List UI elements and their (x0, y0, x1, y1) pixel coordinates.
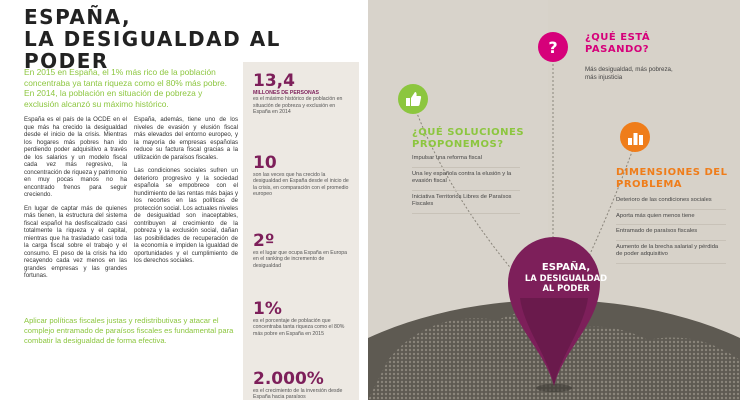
list-item: Entramado de paraísos fiscales (616, 225, 726, 241)
stat-text: son las veces que ha crecido la desigualdad en España desde el inicio de la crisis, en comparación con el promedio europeo (253, 172, 349, 198)
list-item: Impulsar una reforma fiscal (412, 152, 520, 168)
body-column-1 (24, 116, 127, 286)
body-paragraph: España, además, tiene uno de los niveles de evasión y elusión fiscal más elevados del entorno europeo, y la mayoría de empresas españolas reduce su factura fiscal gracias a la utilización de paraísos fiscales. (134, 116, 238, 161)
list-item: Iniciativa Territorios Libres de Paraísos Fiscales (412, 191, 520, 214)
stats-panel (243, 62, 359, 400)
stat-number: 1% (253, 299, 282, 319)
stat-number: 2.000% (253, 369, 324, 389)
title-line2: LA DESIGUALDAD AL PODER (24, 27, 281, 73)
question-title: ¿QUÉ ESTÁ PASANDO? (585, 32, 651, 55)
stat-item (253, 232, 353, 269)
bar-chart-icon (620, 122, 650, 152)
question-icon (538, 32, 568, 62)
stat-text: es el crecimiento de la inversión desde España hacia paraísos (253, 388, 343, 400)
svg-text:?: ? (548, 38, 558, 57)
list-item: Aporta más quien menos tiene (616, 210, 726, 226)
title-line1: ESPAÑA, (24, 5, 132, 29)
stat-label: MILLONES DE PERSONAS (253, 90, 320, 96)
intro-text: En 2015 en España, el 1% más rico de la población concentraba ya tanta riqueza como el 80% más pobre. En 2014, la población en situación de pobreza y exclusión alcanzó su máximo histórico. (24, 67, 227, 109)
list-item: Deterioro de las condiciones sociales (616, 194, 726, 210)
solutions-list (412, 152, 520, 214)
conclusion-text: Aplicar políticas fiscales justas y redistributivas y atacar el complejo entramado de paraísos fiscales es fundamental para combatir la desigualdad de forma efectiva. (24, 316, 234, 345)
map-pin-icon (504, 228, 604, 393)
body-column-2 (134, 116, 238, 271)
pin-label: ESPAÑA, LA DESIGUALDAD AL PODER (524, 262, 608, 293)
right-page-infographic (368, 0, 740, 400)
dimensions-title: DIMENSIONES DEL PROBLEMA (616, 167, 728, 190)
stat-text: es el porcentaje de población que concentraba tanta riqueza como el 80% más pobre en España en 2015 (253, 318, 345, 337)
thumbs-up-icon (398, 84, 428, 114)
stat-item (253, 72, 353, 116)
stat-number: 2º (253, 231, 275, 251)
stat-text: es el máximo histórico de población en situación de pobreza y exclusión en España en 2014 (253, 96, 343, 116)
solutions-title: ¿QUÉ SOLUCIONES PROPONEMOS? (412, 127, 525, 150)
stat-item (253, 154, 353, 198)
stat-number: 13,4 (253, 71, 295, 91)
stat-item (253, 370, 353, 400)
left-page (0, 0, 368, 400)
body-paragraph: En lugar de captar más de quienes más tienen, la estructura del sistema fiscal español ha desfiscalizado casi totalmente la riqueza y el capital, mientras que ha trasladado casi toda la carga fiscal sobre el trabajo y el consumo. El peso de la crisis ha ido recayendo cada vez menos en las grandes empresas y las grandes fortunas. (24, 204, 127, 279)
stat-text: es el lugar que ocupa España en Europa en el ranking de incremento de desigualdad (253, 250, 348, 269)
body-paragraph: Las condiciones sociales sufren un deterioro progresivo y la sociedad española se empobrece con el hundimiento de las rentas más bajas y los recortes en las políticas de protección social. Los actuales niveles de desigualdad son inaceptables, contribuyen al crecimiento de la pobreza y la exclusión social, dañan las posibilidades de recuperación de la economía e impiden la igualdad de oportunidades y el cumplimiento de los derechos sociales. (134, 167, 238, 264)
list-item: Aumento de la brecha salarial y pérdida de poder adquisitivo (616, 241, 726, 264)
list-item: Una ley española contra la elusión y la evasión fiscal (412, 168, 520, 191)
question-subtitle: Más desigualdad, más pobreza, más injusticia (585, 66, 673, 81)
dimensions-list (616, 194, 726, 264)
body-paragraph: España es el país de la OCDE en el que más ha crecido la desigualdad desde el inicio de la crisis. Mientras los hogares más pobres han ido perdiendo poder adquisitivo a través de los salarios y un modelo fiscal cada vez más regresivo, la concentración de riqueza y patrimonio en muy pocas manos no ha encontrado frenos para seguir creciendo. (24, 116, 127, 198)
stat-item (253, 300, 353, 337)
stat-number: 10 (253, 153, 277, 173)
